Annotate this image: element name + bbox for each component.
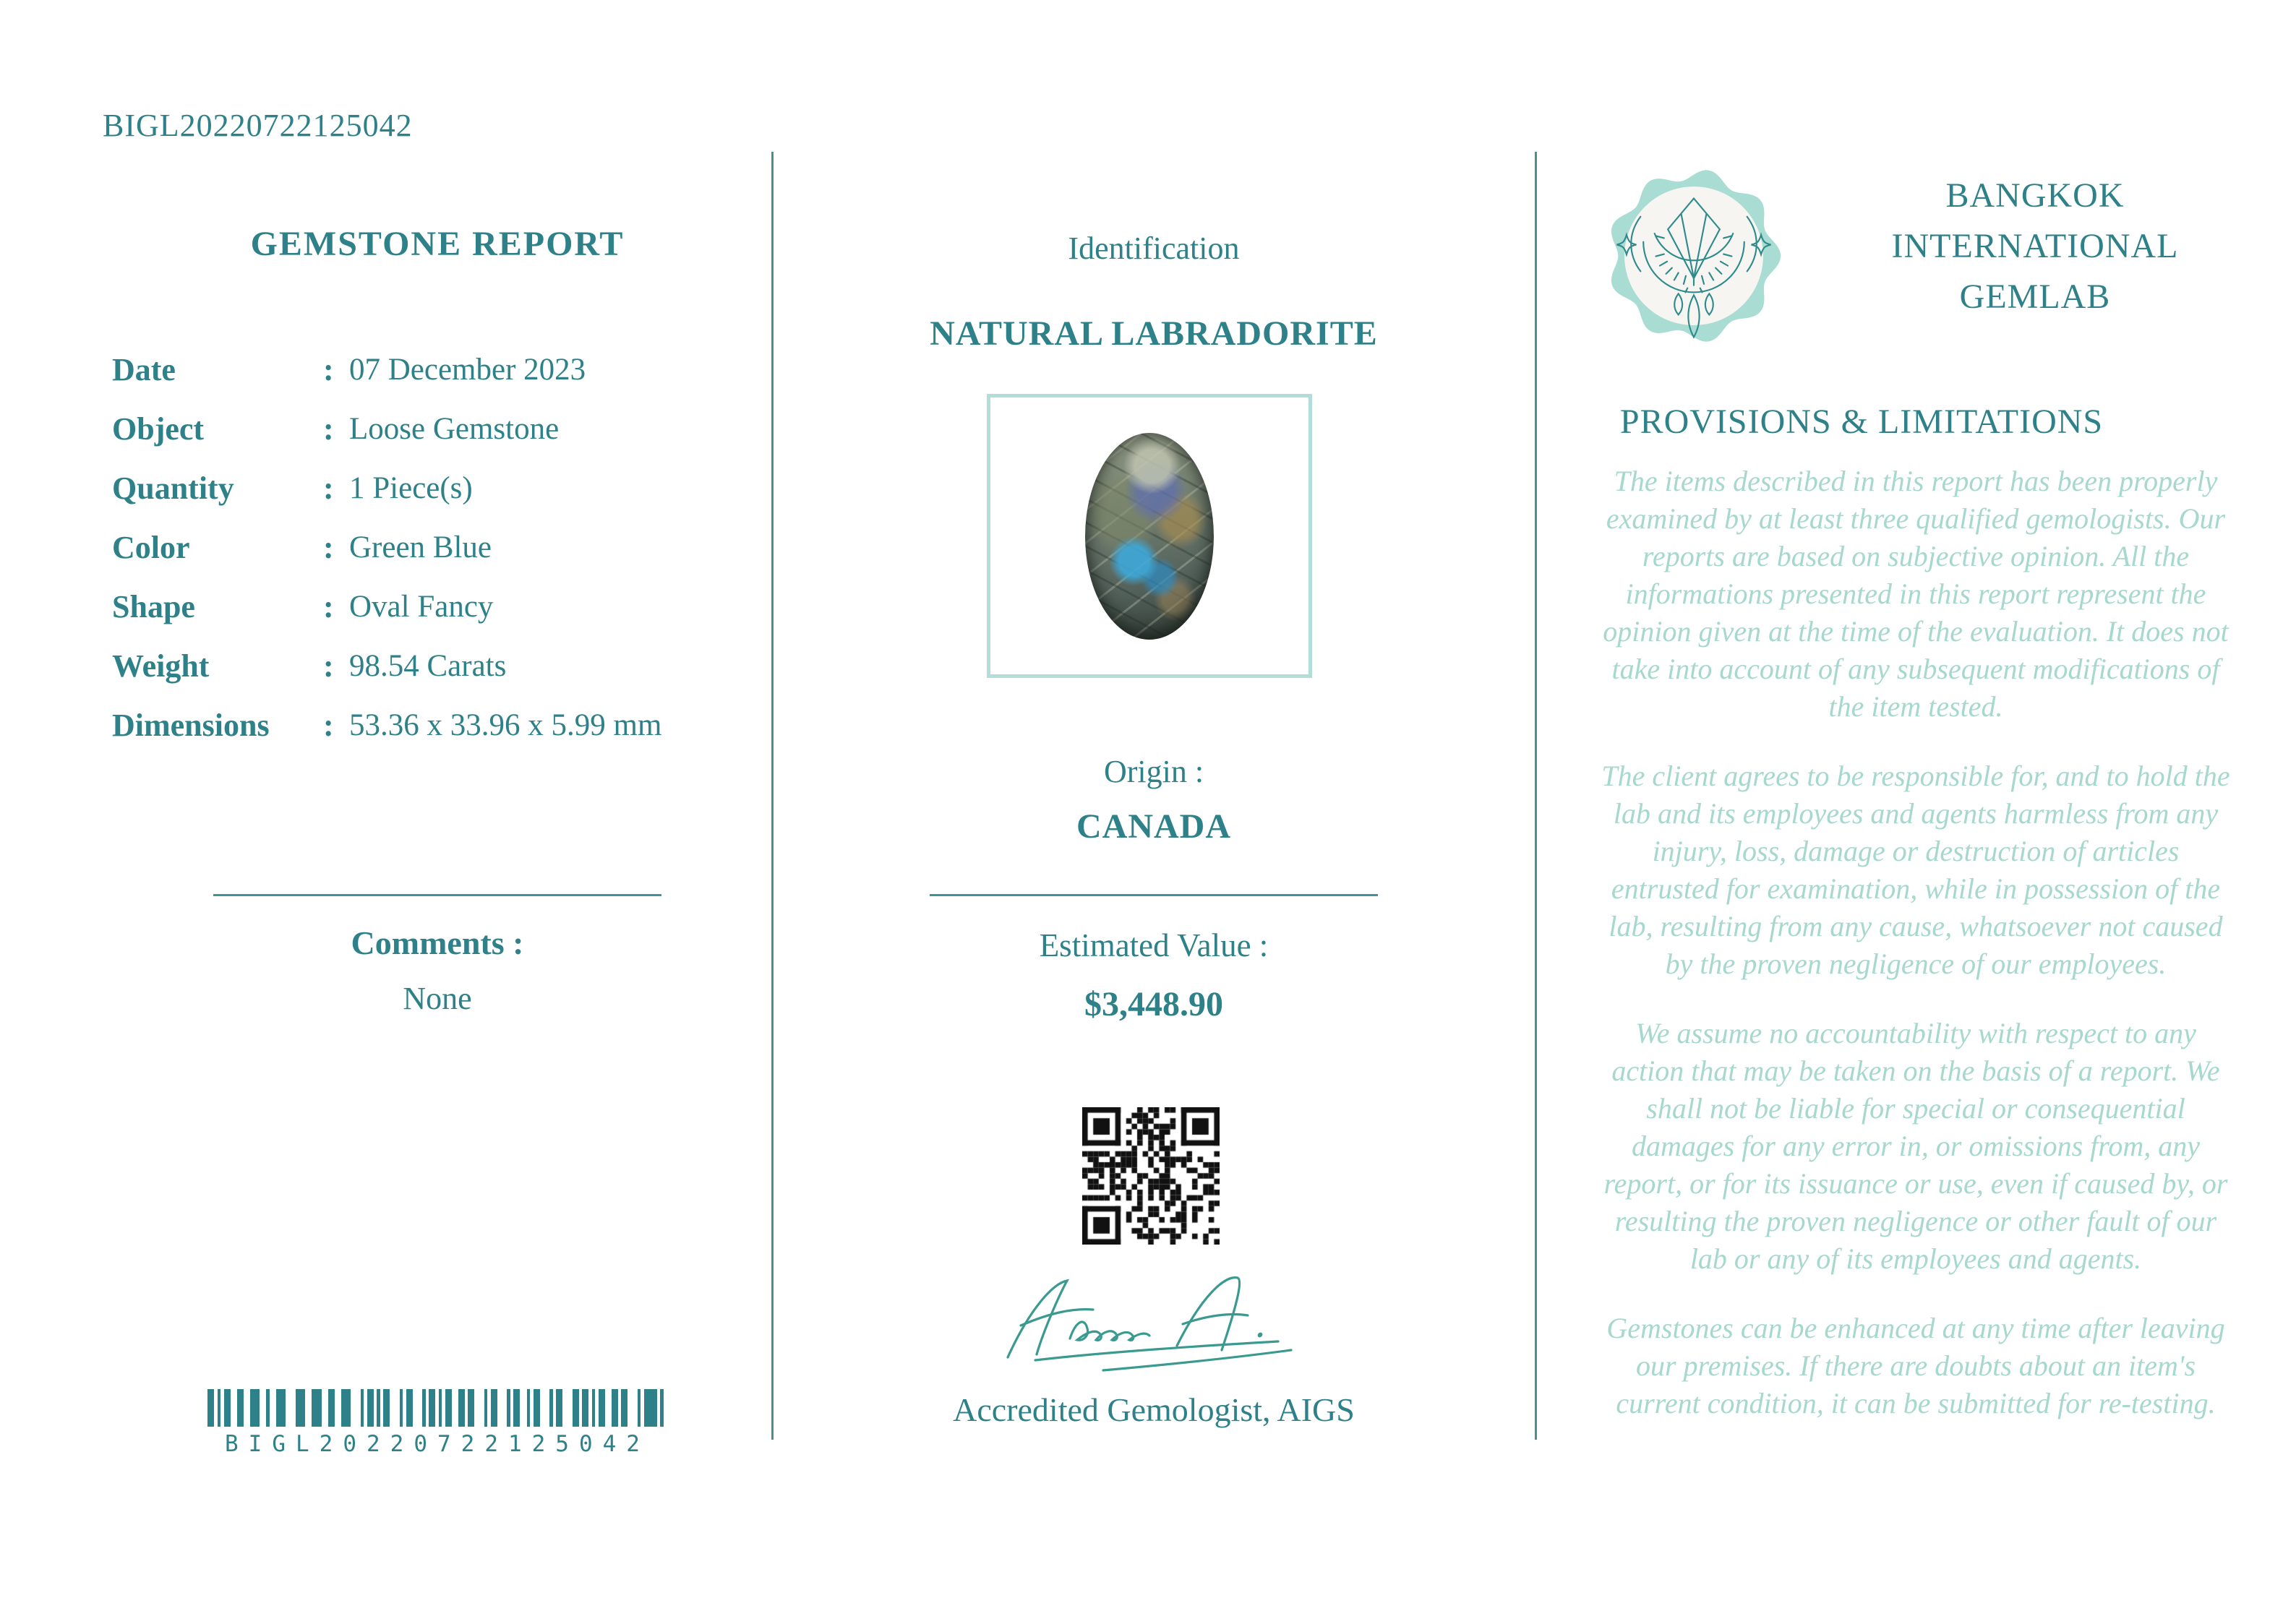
barcode-bar: [621, 1389, 627, 1427]
origin-value: CANADA: [1076, 807, 1231, 846]
barcode-bar: [562, 1389, 573, 1427]
lab-name: [1829, 171, 2241, 322]
provisions-paragraph: The client agrees to be responsible for, and to hold the lab and its employees and agents harmless from any injury, loss, damage or destruction of articles entrusted for examination, while in possession of the lab, resulting from any cause, whatsoever not caused by the proven negligence of our employees.: [1601, 760, 2230, 980]
barcode-bar: [612, 1389, 618, 1427]
detail-value: 07 December 2023: [349, 352, 586, 387]
barcode-bar: [468, 1389, 474, 1427]
provisions-heading: PROVISIONS & LIMITATIONS: [1619, 403, 2104, 441]
detail-row-date: [112, 340, 763, 399]
detail-row-shape: [112, 577, 763, 636]
comments-divider: [213, 894, 661, 896]
comments-value: None: [403, 981, 472, 1016]
detail-value: Green Blue: [349, 530, 492, 564]
barcode-bar: [582, 1389, 588, 1427]
barcode-bar: [260, 1389, 266, 1427]
column-divider-left: [771, 152, 774, 1440]
barcode-bar: [270, 1389, 276, 1427]
lab-name-line: INTERNATIONAL: [1891, 227, 2179, 265]
detail-row-weight: [112, 636, 763, 695]
barcode-bar: [664, 1389, 670, 1427]
column-divider-right: [1535, 152, 1537, 1440]
barcode-bar: [286, 1389, 296, 1427]
detail-row-quantity: [112, 458, 763, 517]
gem-photo-frame: [987, 394, 1312, 678]
report-serial-number: BIGL20220722125042: [103, 108, 413, 143]
signature-flourish: [1103, 1350, 1291, 1370]
origin-heading: Origin :: [1103, 754, 1204, 789]
detail-label: Shape: [112, 588, 195, 624]
gemlab-seal-icon: [1603, 159, 1785, 356]
estimated-value-heading: Estimated Value :: [1039, 927, 1269, 963]
signature-stroke: [1070, 1322, 1149, 1340]
barcode-bar: [328, 1389, 335, 1427]
barcode-bar: [644, 1389, 651, 1427]
provisions-paragraph: Gemstones can be enhanced at any time after leaving our premises. If there are doubts about an item's current condition, it can be submitted for re-testing.: [1606, 1312, 2225, 1419]
barcode-bar: [445, 1389, 452, 1427]
barcode-bar: [244, 1389, 250, 1427]
detail-colon: :: [323, 529, 334, 565]
barcode-bar: [573, 1389, 579, 1427]
detail-label: Dimensions: [112, 707, 270, 743]
detail-value: 53.36 x 33.96 x 5.99 mm: [349, 708, 662, 742]
barcode-bar: [534, 1389, 540, 1427]
barcode-bar: [540, 1389, 550, 1427]
qr-code-icon: [1082, 1107, 1220, 1245]
provisions-paragraph: The items described in this report has been properly examined by at least three qualified gemologists. Our reports are based on subjective opinion. All the informations presented in this report represent the opinion given at the time of the evaluation. It does not take into account of any subsequent modifications of the item tested.: [1603, 465, 2229, 723]
barcode-bar: [335, 1389, 341, 1427]
barcode-bar: [520, 1389, 526, 1427]
detail-value: Oval Fancy: [349, 589, 494, 624]
detail-colon: :: [323, 648, 334, 684]
lab-name-line: BANGKOK: [1945, 176, 2125, 215]
barcode-bar: [406, 1389, 413, 1427]
detail-label: Date: [112, 351, 176, 387]
barcode-bar: [452, 1389, 458, 1427]
barcode-icon: [207, 1389, 670, 1427]
barcode-bar: [497, 1389, 507, 1427]
provisions-paragraph: We assume no accountability with respect to any action that may be taken on the basis of a report. We shall not be liable for special or consequential damages for any error in, or omissions from, any report, or for its issuance or use, even if caused by, or resulting the proven negligence or other fault of our lab or any of its employees and agents.: [1603, 1017, 2228, 1275]
signature-icon: [995, 1265, 1313, 1388]
barcode-bar: [351, 1389, 361, 1427]
barcode-bar: [556, 1389, 562, 1427]
barcode-bar: [367, 1389, 374, 1427]
detail-label: Quantity: [112, 470, 234, 506]
estimated-value: $3,448.90: [1084, 985, 1223, 1023]
barcode-bar: [322, 1389, 328, 1427]
provisions-text: [1598, 463, 2234, 1454]
barcode-bar: [276, 1389, 286, 1427]
detail-row-color: [112, 517, 763, 577]
barcode-bar: [312, 1389, 322, 1427]
detail-colon: :: [323, 411, 334, 447]
detail-value: Loose Gemstone: [349, 411, 560, 446]
barcode-bar: [513, 1389, 520, 1427]
barcode-caption: BIGL20220722125042: [225, 1431, 650, 1457]
gemologist-title: Accredited Gemologist, AIGS: [953, 1391, 1355, 1428]
detail-label: Weight: [112, 648, 210, 684]
barcode-bar: [491, 1389, 497, 1427]
barcode-bar: [296, 1389, 306, 1427]
barcode-bar: [305, 1389, 312, 1427]
barcode-bar: [429, 1389, 435, 1427]
lab-name-line: GEMLAB: [1959, 278, 2111, 316]
barcode-bar: [474, 1389, 484, 1427]
barcode-bar: [605, 1389, 612, 1427]
detail-colon: :: [323, 470, 334, 506]
detail-row-object: [112, 399, 763, 458]
barcode-bar: [341, 1389, 351, 1427]
detail-colon: :: [323, 351, 334, 387]
detail-value: 98.54 Carats: [349, 648, 507, 683]
detail-colon: :: [323, 707, 334, 743]
barcode-bar: [458, 1389, 465, 1427]
gem-identification-name: NATURAL LABRADORITE: [930, 314, 1378, 353]
signature-stroke: [1259, 1333, 1261, 1336]
detail-label: Object: [112, 411, 205, 447]
barcode-bar: [413, 1389, 423, 1427]
barcode-bar: [250, 1389, 260, 1427]
detail-colon: :: [323, 588, 334, 624]
comments-heading: Comments :: [351, 924, 524, 961]
estimated-value-divider: [930, 894, 1378, 896]
gem-details-list: [112, 340, 763, 755]
barcode-bar: [627, 1389, 638, 1427]
barcode-bar: [599, 1389, 605, 1427]
barcode-bar: [651, 1389, 657, 1427]
detail-label: Color: [112, 529, 190, 565]
detail-value: 1 Piece(s): [349, 471, 473, 505]
barcode-bar: [207, 1389, 214, 1427]
barcode-bar: [390, 1389, 400, 1427]
barcode-bar: [237, 1389, 244, 1427]
report-title: GEMSTONE REPORT: [250, 225, 625, 263]
gem-photo: [1085, 433, 1214, 640]
detail-row-dimensions: [112, 695, 763, 755]
barcode-bar: [224, 1389, 231, 1427]
identification-heading: Identification: [1068, 231, 1240, 266]
barcode-bar: [383, 1389, 390, 1427]
